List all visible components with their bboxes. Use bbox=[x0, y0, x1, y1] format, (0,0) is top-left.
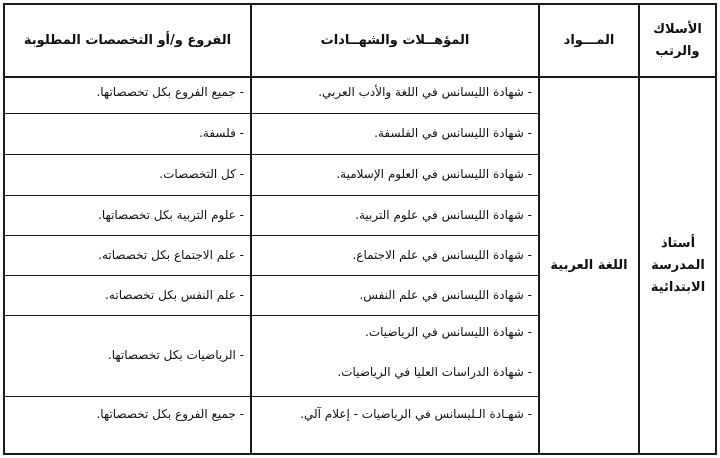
row-divider bbox=[5, 396, 538, 397]
qualification-text: - شهادة الليسانس في اللغة والأدب العربي. bbox=[318, 85, 532, 99]
branch-text: - جميع الفروع بكل تخصصاتها. bbox=[96, 85, 244, 99]
row-divider bbox=[5, 275, 538, 276]
branch-text: - كل التخصصات. bbox=[159, 167, 244, 181]
header-subjects: المـــواد bbox=[563, 32, 615, 48]
branch-text: - الرياضيات بكل تخصصاتها. bbox=[107, 348, 244, 362]
row-divider bbox=[5, 154, 538, 155]
qualification-text: - شهادة الليسانس في علوم التربية. bbox=[355, 208, 532, 222]
qualification-text: - شهـادة الـليسانس في الرياضيات - إعلام آلي. bbox=[300, 407, 532, 421]
qualification-text: - شهادة الدراسات العليا في الرياضيات. bbox=[337, 365, 532, 379]
subject-cell: اللغة العربية bbox=[550, 257, 628, 273]
qualification-text: - شهادة الليسانس في علم الاجتماع. bbox=[352, 248, 532, 262]
branch-text: - فلسفة. bbox=[199, 126, 244, 140]
qualification-text: - شهادة الليسانس في علم النفس. bbox=[359, 288, 532, 302]
header-branches: الفروع و/أو التخصصات المطلوبة bbox=[23, 32, 232, 48]
requirements-table bbox=[3, 3, 717, 455]
branch-text: - جميع الفروع بكل تخصصاتها. bbox=[96, 407, 244, 421]
qualification-text: - شهادة الليسانس في العلوم الإسلامية. bbox=[336, 167, 532, 181]
header-qualifications: المؤهــلات والشهــادات bbox=[320, 32, 470, 48]
row-divider bbox=[5, 195, 538, 196]
row-divider bbox=[5, 113, 538, 114]
header-ranks: الأسلاك والرتب bbox=[653, 21, 702, 59]
branch-text: - علم النفس بكل تخصصاته. bbox=[105, 288, 244, 302]
rank-cell: أستاذ المدرسة الابتدائية bbox=[650, 235, 706, 295]
row-divider bbox=[5, 235, 538, 236]
branch-text: - علوم التربية بكل تخصصاتها. bbox=[98, 208, 244, 222]
branch-text: - علم الاجتماع بكل تخصصاته. bbox=[98, 248, 244, 262]
qualification-text: - شهادة الليسانس في الفلسفة. bbox=[374, 126, 532, 140]
row-divider bbox=[5, 315, 538, 316]
qualification-text: - شهادة الليسانس في الرياضيات. bbox=[365, 325, 532, 339]
